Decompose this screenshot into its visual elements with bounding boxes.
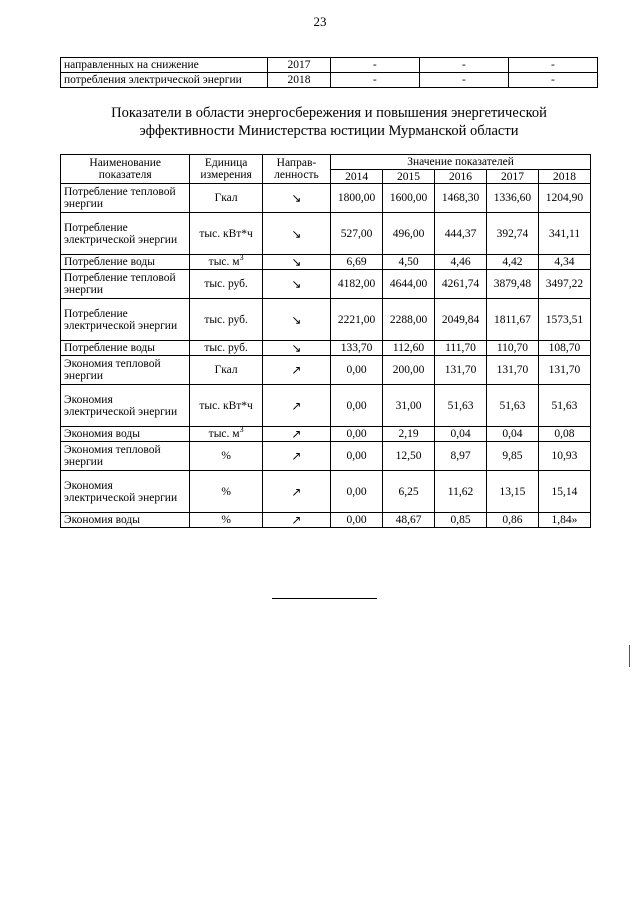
unit-superscript: 3	[239, 253, 244, 263]
table-row	[61, 442, 591, 471]
arrow-up-right-icon: ↗	[262, 471, 330, 513]
closing-rule	[272, 598, 377, 599]
arrow-down-right-icon: ↘	[262, 341, 330, 356]
value-cell: 112,60	[383, 341, 435, 356]
value-cell: 8,97	[435, 442, 487, 471]
arrow-down-right-icon: ↘	[262, 184, 330, 213]
indicator-name: Потребление электрической энергии	[61, 213, 190, 255]
table-row	[61, 255, 591, 270]
indicator-unit	[190, 442, 262, 471]
value-cell: 0,86	[486, 513, 538, 528]
value-cell: 2049,84	[435, 299, 487, 341]
arrow-up-right-icon: ↗	[262, 385, 330, 427]
value-cell: 1204,90	[538, 184, 590, 213]
heading-line: Показатели в области энергосбережения и повышения энергетической	[111, 105, 547, 121]
page-number: 23	[313, 14, 327, 29]
unit-superscript: 3	[239, 425, 244, 435]
value-cell: 0,04	[486, 427, 538, 442]
value-cell: 2,19	[383, 427, 435, 442]
value-cell: 0,08	[538, 427, 590, 442]
value-cell: 133,70	[331, 341, 383, 356]
value-cell: 200,00	[383, 356, 435, 385]
value-cell: 111,70	[435, 341, 487, 356]
value-cell: 6,69	[331, 255, 383, 270]
value-cell: 1600,00	[383, 184, 435, 213]
value-cell: 1811,67	[486, 299, 538, 341]
indicator-unit	[190, 255, 262, 270]
arrow-down-right-icon: ↘	[262, 255, 330, 270]
value-cell: 1800,00	[331, 184, 383, 213]
value-cell: 527,00	[331, 213, 383, 255]
value-cell: 6,25	[383, 471, 435, 513]
arrow-down-right-icon: ↘	[262, 213, 330, 255]
unit-text: тыс. м	[208, 428, 240, 440]
cell-value: -	[419, 73, 508, 88]
unit-text: Гкал	[214, 192, 238, 204]
cell-value: -	[330, 73, 419, 88]
value-cell: 2221,00	[331, 299, 383, 341]
indicator-unit	[190, 184, 262, 213]
section-heading	[60, 104, 598, 140]
cell-value: -	[330, 58, 419, 73]
table-row	[61, 356, 591, 385]
cell-value: -	[508, 73, 597, 88]
heading-line: эффективности Министерства юстиции Мурманской области	[139, 123, 519, 139]
unit-text: %	[221, 485, 231, 498]
arrow-up-right-icon: ↗	[262, 513, 330, 528]
unit-text: тыс. руб.	[204, 313, 248, 326]
value-cell: 9,85	[486, 442, 538, 471]
table-row	[61, 341, 591, 356]
value-cell: 110,70	[486, 341, 538, 356]
header-values: Значение показателей	[331, 155, 591, 170]
value-cell: 496,00	[383, 213, 435, 255]
arrow-up-right-icon: ↗	[262, 442, 330, 471]
unit-text: тыс. м	[208, 256, 240, 268]
table-row	[61, 385, 591, 427]
unit-text: тыс. кВт*ч	[199, 227, 253, 240]
header-year: 2018	[538, 170, 590, 184]
value-cell: 131,70	[435, 356, 487, 385]
value-cell: 1,84»	[538, 513, 590, 528]
table-row	[61, 299, 591, 341]
unit-text: Гкал	[214, 364, 238, 376]
value-cell: 0,00	[331, 513, 383, 528]
indicator-name: Потребление тепловой энергии	[61, 270, 190, 299]
indicator-name: Потребление тепловой энергии	[61, 184, 190, 213]
value-cell: 4261,74	[435, 270, 487, 299]
header-year: 2015	[383, 170, 435, 184]
table-row	[61, 58, 598, 73]
indicator-name: Потребление электрической энергии	[61, 299, 190, 341]
unit-text: %	[221, 450, 231, 462]
value-cell: 341,11	[538, 213, 590, 255]
header-unit: Единица измерения	[190, 155, 262, 184]
value-cell: 3879,48	[486, 270, 538, 299]
value-cell: 4644,00	[383, 270, 435, 299]
margin-mark	[629, 645, 630, 667]
indicator-unit	[190, 213, 262, 255]
value-cell: 48,67	[383, 513, 435, 528]
arrow-down-right-icon: ↘	[262, 270, 330, 299]
header-year: 2016	[435, 170, 487, 184]
indicator-name: Потребление воды	[61, 341, 190, 356]
indicator-name: Экономия тепловой энергии	[61, 356, 190, 385]
value-cell: 131,70	[486, 356, 538, 385]
value-cell: 131,70	[538, 356, 590, 385]
value-cell: 15,14	[538, 471, 590, 513]
value-cell: 31,00	[383, 385, 435, 427]
indicator-unit	[190, 356, 262, 385]
unit-text: тыс. руб.	[204, 342, 248, 354]
row-year: 2017	[268, 58, 331, 73]
cell-value: -	[419, 58, 508, 73]
value-cell: 2288,00	[383, 299, 435, 341]
arrow-up-right-icon: ↗	[262, 427, 330, 442]
table-row	[61, 73, 598, 88]
indicators-table	[60, 154, 591, 528]
unit-text: тыс. руб.	[204, 278, 248, 290]
value-cell: 0,00	[331, 356, 383, 385]
value-cell: 11,62	[435, 471, 487, 513]
value-cell: 4182,00	[331, 270, 383, 299]
row-label: потребления электрической энергии	[61, 73, 268, 88]
indicator-unit	[190, 427, 262, 442]
indicator-name: Экономия электрической энергии	[61, 471, 190, 513]
indicator-unit	[190, 471, 262, 513]
value-cell: 4,46	[435, 255, 487, 270]
indicator-unit	[190, 341, 262, 356]
header-year: 2017	[486, 170, 538, 184]
header-direction: Направ-ленность	[262, 155, 330, 184]
value-cell: 1468,30	[435, 184, 487, 213]
value-cell: 108,70	[538, 341, 590, 356]
value-cell: 4,34	[538, 255, 590, 270]
value-cell: 0,00	[331, 427, 383, 442]
value-cell: 13,15	[486, 471, 538, 513]
indicator-unit	[190, 513, 262, 528]
value-cell: 51,63	[486, 385, 538, 427]
value-cell: 51,63	[435, 385, 487, 427]
value-cell: 12,50	[383, 442, 435, 471]
cell-value: -	[508, 58, 597, 73]
value-cell: 0,00	[331, 471, 383, 513]
unit-text: %	[221, 514, 231, 526]
value-cell: 10,93	[538, 442, 590, 471]
value-cell: 51,63	[538, 385, 590, 427]
indicator-name: Потребление воды	[61, 255, 190, 270]
indicator-name: Экономия тепловой энергии	[61, 442, 190, 471]
row-label: направленных на снижение	[61, 58, 268, 73]
row-year: 2018	[268, 73, 331, 88]
table-row	[61, 471, 591, 513]
indicator-unit	[190, 270, 262, 299]
value-cell: 0,04	[435, 427, 487, 442]
indicator-name: Экономия электрической энергии	[61, 385, 190, 427]
value-cell: 0,85	[435, 513, 487, 528]
value-cell: 0,00	[331, 385, 383, 427]
value-cell: 4,50	[383, 255, 435, 270]
table-row	[61, 184, 591, 213]
value-cell: 444,37	[435, 213, 487, 255]
indicator-name: Экономия воды	[61, 513, 190, 528]
header-row	[61, 155, 591, 170]
table-row	[61, 427, 591, 442]
indicator-unit	[190, 385, 262, 427]
header-year: 2014	[331, 170, 383, 184]
table-row	[61, 213, 591, 255]
arrow-up-right-icon: ↗	[262, 356, 330, 385]
table-row	[61, 513, 591, 528]
value-cell: 1573,51	[538, 299, 590, 341]
unit-text: тыс. кВт*ч	[199, 399, 253, 412]
header-name: Наименование показателя	[61, 155, 190, 184]
table-row	[61, 270, 591, 299]
value-cell: 392,74	[486, 213, 538, 255]
value-cell: 4,42	[486, 255, 538, 270]
indicator-name: Экономия воды	[61, 427, 190, 442]
arrow-down-right-icon: ↘	[262, 299, 330, 341]
value-cell: 3497,22	[538, 270, 590, 299]
indicator-unit	[190, 299, 262, 341]
value-cell: 1336,60	[486, 184, 538, 213]
continuation-table	[60, 57, 598, 88]
value-cell: 0,00	[331, 442, 383, 471]
